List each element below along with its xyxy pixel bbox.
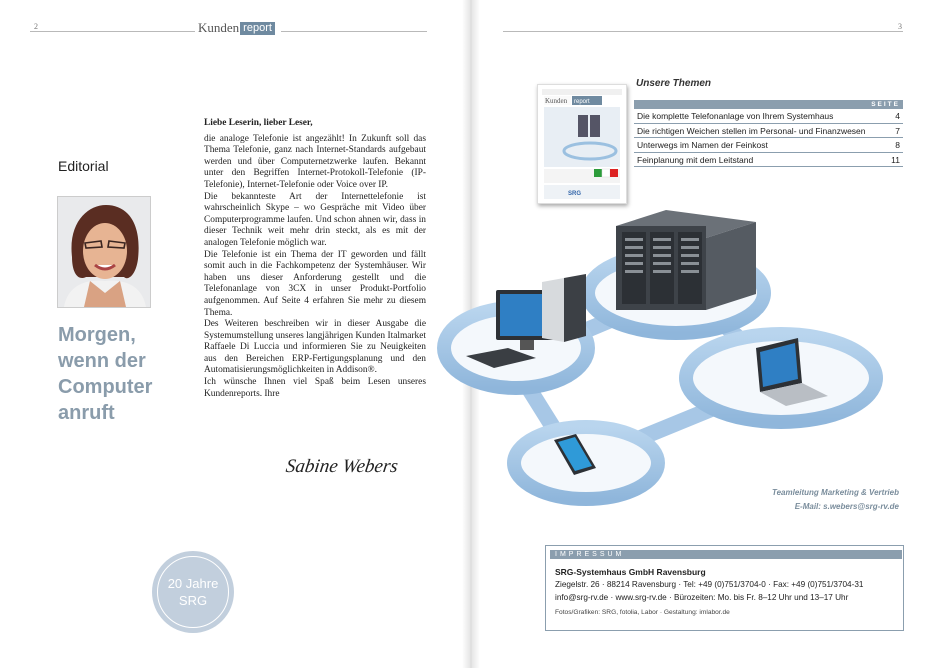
letter-paragraph: die analoge Telefonie ist angezählt! In Zukunft soll das Thema Telefonie, ganz nach Internet-Standards aufgebaut werden und über Computernetzwerke laufen. Bekannt unter den Begriffen Internet-Protokoll-Telefonie (IP-Telefonie), Internet-Telefonie oder Voice over IP. — [204, 133, 426, 190]
toc-entry-title: Feinplanung mit dem Leitstand — [637, 154, 754, 165]
toc-entry-title: Unterwegs im Namen der Feinkost — [637, 140, 768, 150]
toc-entry-page: 8 — [895, 140, 900, 150]
table-of-contents — [634, 100, 903, 167]
section-label: Editorial — [58, 158, 109, 174]
editorial-letter — [204, 118, 426, 400]
headline-line: wenn der — [58, 350, 146, 372]
toc-entry[interactable] — [634, 153, 903, 168]
anniversary-line1: 20 Jahre — [167, 576, 219, 591]
letter-greeting: Liebe Leserin, lieber Leser, — [204, 118, 313, 128]
impressum-box — [545, 545, 904, 631]
page-number-right: 3 — [898, 22, 902, 31]
headline-line: Computer — [58, 376, 153, 398]
author-photo — [57, 196, 151, 308]
svg-text:Kunden: Kunden — [545, 97, 568, 105]
editorial-headline — [58, 322, 178, 426]
brand-logo — [198, 20, 275, 36]
themes-title: Unsere Themen — [636, 78, 712, 89]
author-role: Teamleitung Marketing & Vertrieb — [772, 488, 899, 497]
svg-text:report: report — [574, 99, 590, 105]
letter-paragraph: Die Telefonie ist ein Thema der IT geworden und fällt somit auch in die Fachkompetenz der Systemhäuser. Wir haben uns dieser Anforderung gestellt und die Telefonanlage von 3CX in unser Produkt-Portfolio aufgenommen. Auf Seite 4 erfahren Sie mehr zu diesem Thema. — [204, 249, 426, 318]
network-illustration — [436, 198, 906, 508]
toc-header: SEITE — [634, 100, 903, 109]
brand-part1: Kunden — [198, 20, 240, 35]
toc-entry[interactable] — [634, 124, 903, 139]
header-rule-right — [503, 31, 903, 32]
headline-line: Morgen, — [58, 324, 136, 346]
toc-entry[interactable] — [634, 109, 903, 124]
anniversary-badge-inner — [157, 556, 229, 628]
toc-entry-page: 7 — [895, 125, 900, 136]
author-email: E-Mail: s.webers@srg-rv.de — [794, 502, 899, 511]
handwritten-signature: Sabine Webers — [284, 456, 400, 477]
toc-entry-page: 11 — [891, 154, 900, 165]
toc-entry-title: Die richtigen Weichen stellen im Personal- und Finanzwesen — [637, 125, 866, 136]
cover-image — [538, 85, 626, 203]
brand-part2: report — [240, 22, 275, 35]
letter-paragraph: Ich wünsche Ihnen viel Spaß beim Lesen unseres Kundenreports. Ihre — [204, 377, 426, 399]
headline-line: anruft — [58, 402, 115, 424]
anniversary-line2: SRG — [178, 593, 208, 608]
impressum-company: SRG-Systemhaus GmbH Ravensburg — [555, 567, 706, 577]
letter-paragraph: Die bekannteste Art der Internettelefonie ist wahrscheinlich Skype – wo Gespräche mit Video über Computerprogramme laufen. Und schon ahnen wir, dass in dieser Technik weit mehr drin steckt, als es mit der analogen Telefonie möglich war. — [204, 191, 426, 248]
impressum-address: Ziegelstr. 26 · 88214 Ravensburg · Tel: +49 (0)751/3704-0 · Fax: +49 (0)751/3704-31 — [555, 580, 864, 589]
impressum-credits: Fotos/Grafiken: SRG, fotolia, Labor · Gestaltung: imlabor.de — [555, 609, 730, 616]
toc-entry-page: 4 — [895, 111, 900, 121]
anniversary-badge — [152, 551, 234, 633]
impressum-heading: IMPRESSUM — [550, 550, 902, 559]
header-rule-left-2 — [281, 31, 427, 32]
toc-entry[interactable] — [634, 138, 903, 153]
server-rack-icon — [616, 210, 756, 310]
page-number-left: 2 — [34, 22, 38, 31]
magazine-cover-thumbnail — [537, 84, 627, 204]
impressum-contact: info@srg-rv.de · www.srg-rv.de · Bürozeiten: Mo. bis Fr. 8–12 Uhr und 13–17 Uhr — [555, 593, 849, 602]
svg-text:SRG: SRG — [568, 191, 582, 197]
toc-entry-title: Die komplette Telefonanlage von Ihrem Systemhaus — [637, 111, 834, 121]
portrait-image — [58, 197, 150, 307]
header-rule-left — [30, 31, 195, 32]
letter-paragraph: Des Weiteren beschreiben wir in dieser Ausgabe die Systemumstellung unseres langjährigen Kunden Italmarket Raffaele Di Luccia und informieren Sie zu Neuigkeiten aus den Bereichen ERP-Fertigungsplanung und den Automatisierungsmöglichkeiten in Addison®. — [204, 319, 426, 376]
